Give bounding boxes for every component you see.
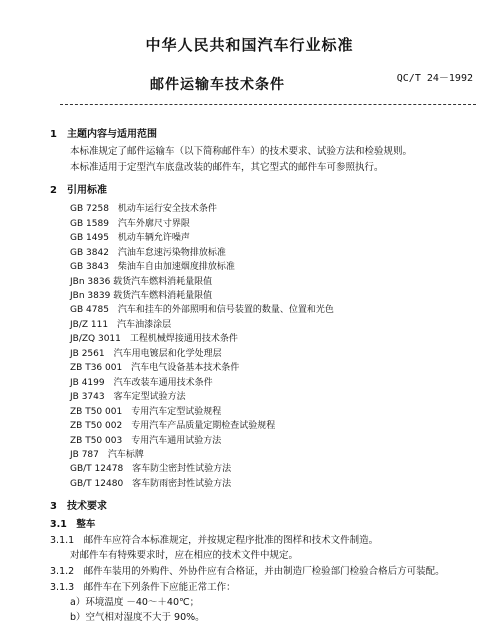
- standard-header: 中华人民共和国汽车行业标准: [145, 36, 354, 54]
- reference-item: GB 3842 汽油车怠速污染物排放标准: [70, 248, 226, 258]
- reference-item: GB 4785 汽车和挂车的外部照明和信号装置的数量、位置和光色: [70, 305, 334, 315]
- condition-a: a）环境温度 －40～＋40℃；: [70, 597, 200, 608]
- reference-item: GB 1589 汽车外廓尺寸界限: [70, 219, 190, 229]
- reference-item: GB 3843 柴油车自由加速烟度排放标准: [70, 262, 235, 272]
- reference-item: JBn 3839 载货汽车燃料消耗量限值: [70, 291, 213, 301]
- reference-item: JB/Z 111 汽车油漆涂层: [70, 320, 172, 330]
- reference-item: GB/T 12478 客车防尘密封性试验方法: [70, 464, 232, 474]
- reference-item: JBn 3836 载货汽车燃料消耗量限值: [70, 277, 213, 287]
- document-title: 邮件运输车技术条件: [150, 77, 285, 93]
- subsection-3-1-heading: 3.1 整车: [50, 519, 96, 530]
- section-1-heading: 1 主题内容与适用范围: [50, 129, 157, 140]
- reference-item: JB 4199 汽车改装车通用技术条件: [70, 378, 213, 388]
- clause-3-1-2: 3.1.2 邮件车装用的外购件、外协件应有合格证，并由制造厂检验部门检验合格后方可装配。: [50, 566, 445, 577]
- header-divider: [60, 104, 476, 105]
- reference-item: JB 3743 客车定型试验方法: [70, 392, 186, 402]
- reference-item: GB 7258 机动车运行安全技术条件: [70, 204, 217, 214]
- reference-item: ZB T36 001 汽车电气设备基本技术条件: [70, 363, 240, 373]
- section-3-heading: 3 技术要求: [50, 501, 107, 512]
- section-1-paragraph-1: 本标准规定了邮件运输车（以下简称邮件车）的技术要求、试验方法和检验规则。: [70, 146, 413, 157]
- clause-3-1-1-continued: 对邮件车有特殊要求时，应在相应的技术文件中规定。: [70, 550, 299, 561]
- reference-item: JB/ZQ 3011 工程机械焊接通用技术条件: [70, 334, 238, 344]
- reference-item: ZB T50 001 专用汽车定型试验规程: [70, 407, 222, 417]
- standard-number: QC/T 24－1992: [396, 73, 473, 84]
- reference-item: GB 1495 机动车辆允许噪声: [70, 233, 190, 243]
- reference-item: ZB T50 003 专用汽车通用试验方法: [70, 436, 222, 446]
- section-2-heading: 2 引用标准: [50, 185, 107, 196]
- section-1-paragraph-2: 本标准适用于定型汽车底盘改装的邮件车，其它型式的邮件车可参照执行。: [70, 162, 384, 173]
- reference-item: ZB T50 002 专用汽车产品质量定期检查试验规程: [70, 421, 276, 431]
- reference-item: JB 2561 汽车用电镀层和化学处理层: [70, 349, 222, 359]
- clause-3-1-3: 3.1.3 邮件车在下列条件下应能正常工作：: [50, 582, 236, 593]
- reference-item: GB/T 12480 客车防雨密封性试验方法: [70, 479, 232, 489]
- clause-3-1-1: 3.1.1 邮件车应符合本标准规定，并按规定程序批准的图样和技术文件制造。: [50, 535, 379, 546]
- condition-b: b）空气相对湿度不大于 90%。: [70, 612, 205, 623]
- reference-item: JB 787 汽车标牌: [70, 450, 144, 460]
